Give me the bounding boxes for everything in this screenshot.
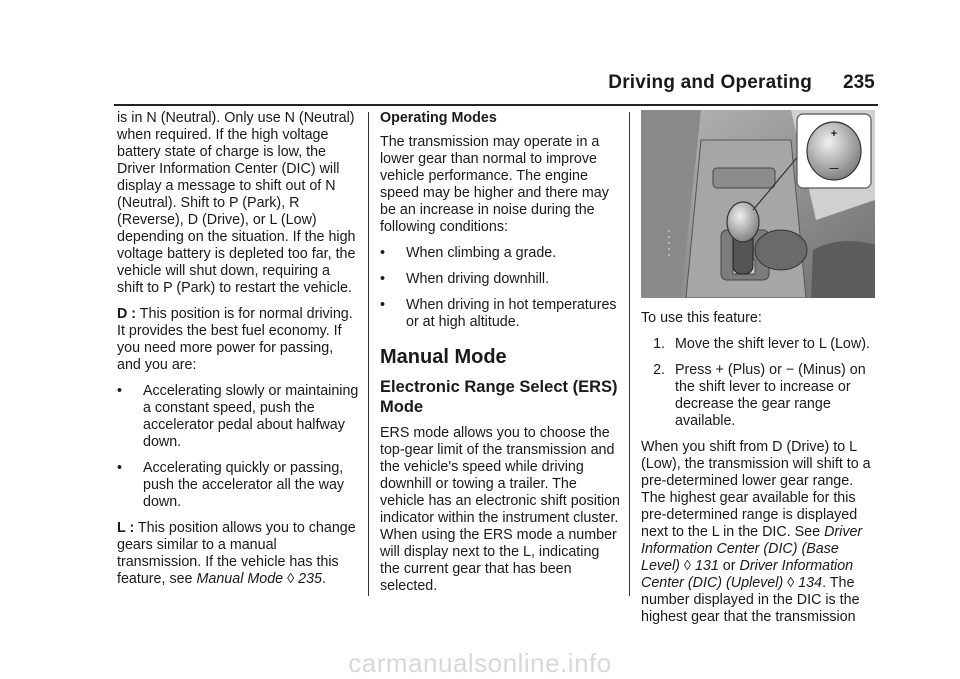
manual-mode-heading: Manual Mode	[380, 346, 507, 368]
bullet-text: When driving in hot temperatures or at high altitude.	[406, 297, 617, 330]
drive-paragraph	[117, 306, 359, 374]
shift-text: When you shift from D (Drive) to L (Low), the transmission will shift to a pre-determined lower gear range. The highest gear available for this pre-determined range is displayed next to the L in the DIC. See	[641, 439, 871, 540]
list-item	[117, 460, 359, 511]
column-3	[641, 110, 877, 635]
low-term: L :	[117, 520, 135, 536]
header-rule	[114, 104, 878, 106]
low-paragraph	[117, 520, 359, 588]
section-title: Driving and Operating	[608, 72, 812, 93]
page-ref-number: 235	[298, 571, 322, 587]
bullet-marker: •	[380, 271, 386, 287]
list-item	[117, 383, 359, 451]
bullet-text: Accelerating quickly or passing, push the accelerator all the way down.	[143, 460, 345, 510]
neutral-paragraph: is in N (Neutral). Only use N (Neutral) when required. If the high voltage battery state of charge is low, the Driver Information Center (DIC) will display a message to shift out of N (Neutral). Shift to P (Park), R (Reverse), D (Drive), or L (Low) depending on the situation. If the high voltage battery is depleted too far, the vehicle will shut down, requiring a shift to P (Park) to restart the vehicle.	[117, 110, 356, 296]
step-number: 2.	[653, 362, 665, 378]
column-2	[380, 110, 620, 604]
drive-text: This position is for normal driving. It provides the best fuel economy. If you need more power for passing, and you are:	[117, 306, 353, 373]
or-text: or	[718, 558, 740, 574]
list-item	[380, 271, 620, 288]
page-ref-icon: ◊	[783, 575, 799, 591]
watermark: carmanualsonline.info	[348, 648, 612, 678]
bullet-marker: •	[117, 460, 123, 476]
shift-lever-illustration	[641, 110, 875, 298]
ers-paragraph: ERS mode allows you to choose the top-gear limit of the transmission and the vehicle's speed while driving downhill or towing a trailer. The vehicle has an electronic shift position indicator within the instrument cluster. When using the ERS mode a number will display next to the L, indicating the current gear that has been selected.	[380, 425, 621, 594]
page-ref-icon: ◊	[679, 558, 695, 574]
operating-modes-paragraph: The transmission may operate in a lower gear than normal to improve vehicle performance. The engine speed may be higher and there may be an increase in noise during the following conditions:	[380, 134, 609, 235]
page-ref-icon: ◊	[283, 571, 299, 587]
manual-mode-link[interactable]: Manual Mode	[196, 571, 284, 587]
ers-mode-heading: Electronic Range Select (ERS) Mode	[380, 378, 618, 416]
page-ref-number: 131	[694, 558, 719, 574]
page-header	[0, 72, 960, 102]
page-number: 235	[843, 72, 875, 93]
column-divider-2	[629, 112, 630, 596]
bullet-marker: •	[380, 245, 386, 261]
step-text: Press + (Plus) or − (Minus) on the shift lever to increase or decrease the gear range available.	[675, 362, 866, 429]
period: .	[322, 571, 326, 587]
plus-label: +	[830, 128, 838, 140]
shift-text-end: . The number displayed in the DIC is the highest gear that the transmission	[641, 575, 860, 625]
column-divider-1	[368, 112, 369, 596]
minus-label: —	[829, 163, 839, 173]
page-ref-number: 134	[798, 575, 823, 591]
step-text: Move the shift lever to L (Low).	[675, 336, 870, 352]
low-text: This position allows you to change gears similar to a manual transmission. If the vehicle has this feature, see	[117, 520, 356, 587]
operating-modes-heading: Operating Modes	[380, 110, 497, 126]
use-feature-intro: To use this feature:	[641, 310, 762, 326]
bullet-marker: •	[117, 383, 123, 399]
bullet-marker: •	[380, 297, 386, 313]
list-item	[641, 362, 877, 430]
bullet-text: When climbing a grade.	[406, 245, 557, 261]
list-item	[641, 336, 877, 353]
drive-term: D :	[117, 306, 137, 322]
shift-lever-drawing	[641, 110, 875, 298]
list-item	[380, 245, 620, 262]
bullet-text: Accelerating slowly or maintaining a constant speed, push the accelerator pedal about halfway down.	[143, 383, 359, 450]
dic-uplevel-link[interactable]: Driver Information Center (DIC) (Uplevel)	[641, 558, 854, 591]
shift-paragraph	[641, 439, 877, 626]
column-1	[117, 110, 359, 597]
bullet-text: When driving downhill.	[406, 271, 550, 287]
step-number: 1.	[653, 336, 665, 352]
list-item	[380, 297, 620, 331]
dic-base-link[interactable]: Driver Information Center (DIC) (Base Level)	[641, 524, 863, 574]
